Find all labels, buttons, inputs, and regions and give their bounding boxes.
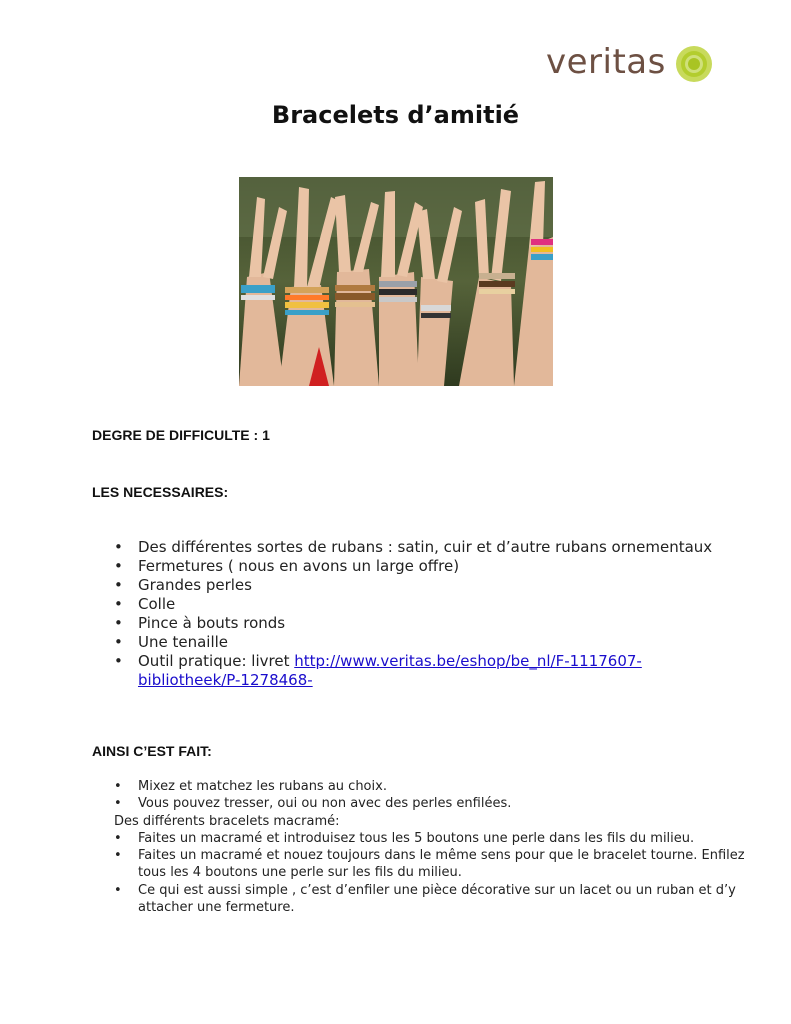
logo-text: veritas <box>546 42 666 82</box>
bracelets-photo <box>239 177 553 386</box>
list-item: • Vous pouvez tresser, oui ou non avec des perles enfilées. <box>114 796 512 812</box>
list-item: • Fermetures ( nous en avons un large offre) <box>114 557 460 575</box>
list-item: • Ce qui est aussi simple , c’est d’enfiler une pièce décorative sur un lacet ou un ruban et d’y attacher une fermeture. <box>114 882 736 916</box>
list-item: • Faites un macramé et introduisez tous les 5 boutons une perle dans les fils du milieu. <box>114 830 695 846</box>
veritas-shop-link[interactable]: http://www.veritas.be/eshop/be_nl/F-1117607- bibliotheek/P-1278468- <box>138 652 642 689</box>
logo-circle-icon <box>676 46 712 82</box>
necessaires-list <box>114 538 734 690</box>
list-item: • Outil pratique: livret http://www.veritas.be/eshop/be_nl/F-1117607- bibliotheek/P-1278468- <box>114 652 642 689</box>
ainsi-heading: AINSI C’EST FAIT: <box>92 743 212 759</box>
macrame-subheading: Des différents bracelets macramé: <box>114 813 340 829</box>
list-item: • Grandes perles <box>114 576 252 594</box>
veritas-logo <box>546 42 716 86</box>
difficulty-heading: DEGRE DE DIFFICULTE : 1 <box>92 427 270 443</box>
page-title: Bracelets d’amitié <box>271 101 520 129</box>
list-item: • Faites un macramé et nouez toujours dans le même sens pour que le bracelet tourne. Enfilez tous les 4 boutons une perle sur les fils du milieu. <box>114 848 745 881</box>
outil-label: Outil pratique: livret <box>138 652 295 670</box>
list-item: • Colle <box>114 595 176 613</box>
list-item: • Des différentes sortes de rubans : satin, cuir et d’autre rubans ornementaux <box>114 538 713 556</box>
steps-list <box>114 778 754 916</box>
list-item: • Une tenaille <box>114 633 229 651</box>
necessaires-heading: LES NECESSAIRES: <box>92 484 229 500</box>
list-item: • Pince à bouts ronds <box>114 614 286 632</box>
list-item: • Mixez et matchez les rubans au choix. <box>114 779 387 794</box>
